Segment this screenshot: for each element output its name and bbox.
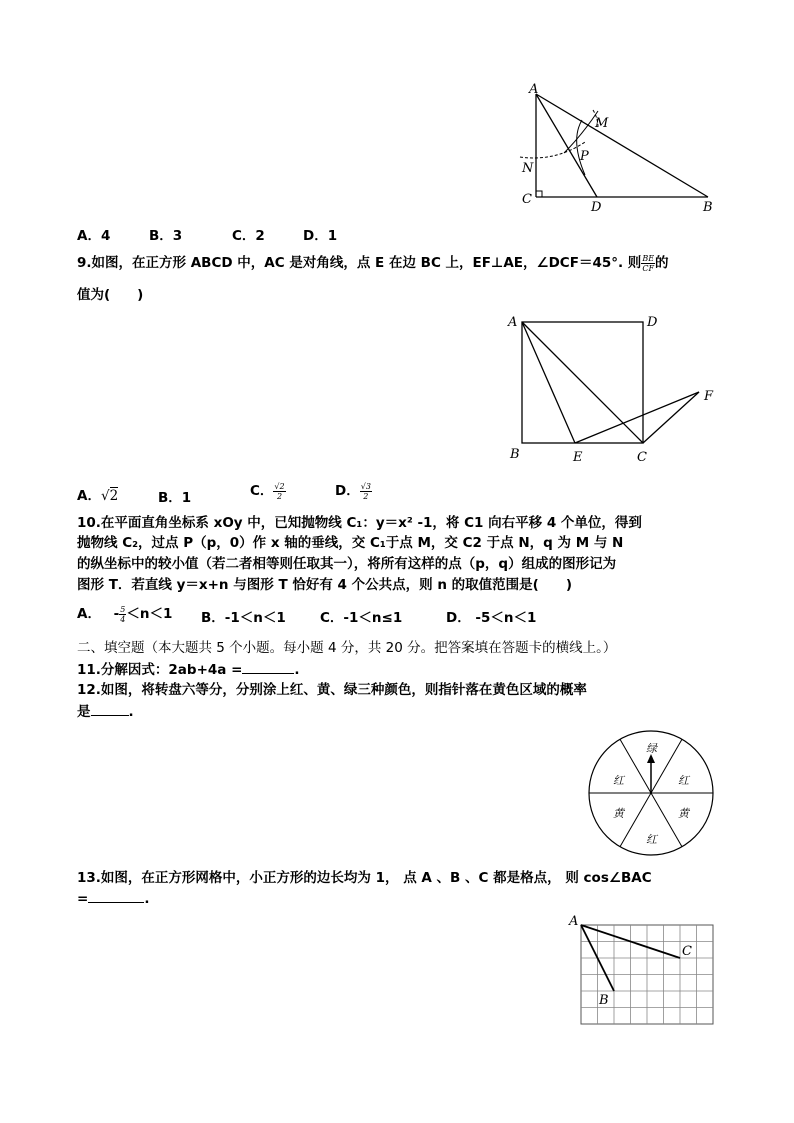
q13-grid: [581, 925, 713, 1024]
q13-grid-figure: [565, 912, 720, 1030]
q10-line2: 抛物线 C₂，过点 P（p，0）作 x 轴的垂线，交 C₁于点 M，交 C2 于点 N，q 为 M 与 N: [77, 535, 624, 551]
q9-label-B: B: [510, 447, 520, 462]
q8-option-a: A．4: [77, 228, 111, 244]
q9-label-C: C: [637, 450, 647, 465]
q9-label-F: F: [704, 389, 714, 404]
q13-line2: [77, 888, 149, 909]
q12-answer-blank[interactable]: [91, 701, 129, 716]
q13-label-A: A: [569, 914, 579, 929]
q9-option-a-value: 2: [109, 488, 119, 504]
q8-label-N: N: [522, 161, 534, 176]
q10-option-a-num: 5: [120, 604, 126, 614]
q9-frac-den: CF: [642, 263, 654, 273]
q13-end: .: [144, 891, 150, 907]
spinner-label-lower-left: 黄: [613, 807, 624, 820]
q9-option-c: [250, 479, 286, 501]
spinner-label-upper-left: 红: [613, 774, 624, 787]
q8-label-B: B: [703, 200, 713, 215]
q9-option-d-frac: $\frac{√3}{2}$: [360, 481, 371, 501]
sqrt-icon: √: [100, 488, 110, 504]
q8-label-P: P: [580, 149, 589, 164]
q13-label-B: B: [599, 993, 609, 1008]
q9-stem-line1: [77, 253, 669, 273]
section2-header: 二、填空题（本大题共 5 个小题。每小题 4 分，共 20 分。把答案填在答题卡的横线上。）: [77, 640, 617, 656]
q9-option-d-label: D．: [335, 483, 360, 499]
q10-option-a-label: A．: [77, 606, 101, 622]
q9-option-b: B．1: [158, 490, 192, 506]
q9-option-a: [77, 484, 118, 504]
q13-line1: 13.如图，在正方形网格中，小正方形的边长均为 1， 点 A 、B 、C 都是格点， 则 cos∠BAC: [77, 870, 652, 886]
q9-option-c-num: 2: [279, 481, 285, 491]
q11-answer-blank[interactable]: [242, 659, 294, 674]
q9-stem-suffix: 的: [655, 255, 669, 271]
q10-option-a-den: 4: [120, 614, 126, 624]
q12-end: .: [128, 704, 134, 720]
q9-stem-line2: 值为( ): [77, 287, 144, 303]
q9-fraction: [641, 254, 655, 273]
q9-option-c-den: 2: [276, 491, 283, 501]
spinner-label-top: 绿: [646, 742, 657, 755]
q9-option-d-num: 3: [365, 481, 371, 491]
q10-line3: 的纵坐标中的较小值（若二者相等则任取其一），将所有这样的点（p，q）组成的图形记为: [77, 556, 617, 572]
q9-label-E: E: [573, 450, 583, 465]
q9-stem-prefix: 9.如图，在正方形 ABCD 中，AC 是对角线，点 E 在边 BC 上，EF⊥AE，∠DCF＝45°. 则: [77, 255, 642, 271]
q12-line2: [77, 701, 134, 722]
q9-option-d: [335, 479, 372, 501]
q9-option-c-frac: $\frac{√2}{2}$: [274, 481, 285, 501]
q10-option-d: D． -5＜n＜1: [446, 610, 537, 626]
spinner-label-bottom: 红: [646, 833, 657, 846]
q10-line4: 图形 T．若直线 y＝x+n 与图形 T 恰好有 4 个公共点，则 n 的取值范围是( ): [77, 577, 572, 593]
q10-option-a-rest: ＜n＜1: [126, 606, 173, 622]
q10-option-b: B．-1＜n＜1: [201, 610, 286, 626]
q10-line1: 10.在平面直角坐标系 xOy 中，已知抛物线 C₁：y＝x² -1，将 C1 向右平移 4 个单位，得到: [77, 515, 642, 531]
q8-label-A: A: [529, 82, 539, 97]
q13-line2-text: =: [77, 891, 89, 907]
q12-spinner: [586, 728, 716, 858]
q11-end: .: [294, 662, 300, 678]
q8-label-M: M: [595, 116, 609, 131]
q10-option-c: C．-1＜n≤1: [320, 610, 403, 626]
q9-option-d-den: 2: [363, 491, 369, 501]
q9-option-a-label: A．: [77, 488, 101, 504]
q12-line2-text: 是: [77, 704, 91, 720]
q9-label-A: A: [508, 315, 518, 330]
q8-option-b: B．3: [149, 228, 183, 244]
q9-label-D: D: [647, 315, 658, 330]
q10-option-a: A． - $\frac{5}{4}$ ＜n＜1: [77, 604, 173, 624]
q8-option-d: D．1: [303, 228, 338, 244]
q9-figure: [505, 310, 725, 470]
q9-option-c-label: C．: [250, 483, 274, 499]
q8-label-C: C: [522, 192, 532, 207]
q13-answer-blank[interactable]: [88, 888, 144, 903]
q13-label-C: C: [682, 944, 692, 959]
q9-frac-num: BE: [642, 253, 655, 263]
q11-line: [77, 659, 300, 680]
q12-line1: 12.如图，将转盘六等分，分别涂上红、黄、绿三种颜色，则指针落在黄色区域的概率: [77, 682, 587, 698]
spinner-label-upper-right: 红: [678, 774, 689, 787]
q8-figure: [510, 80, 725, 220]
q11-text: 11.分解因式：2ab+4a =: [77, 662, 243, 678]
spinner-label-lower-right: 黄: [678, 807, 689, 820]
q8-label-D: D: [591, 200, 602, 215]
q8-option-c: C．2: [232, 228, 265, 244]
